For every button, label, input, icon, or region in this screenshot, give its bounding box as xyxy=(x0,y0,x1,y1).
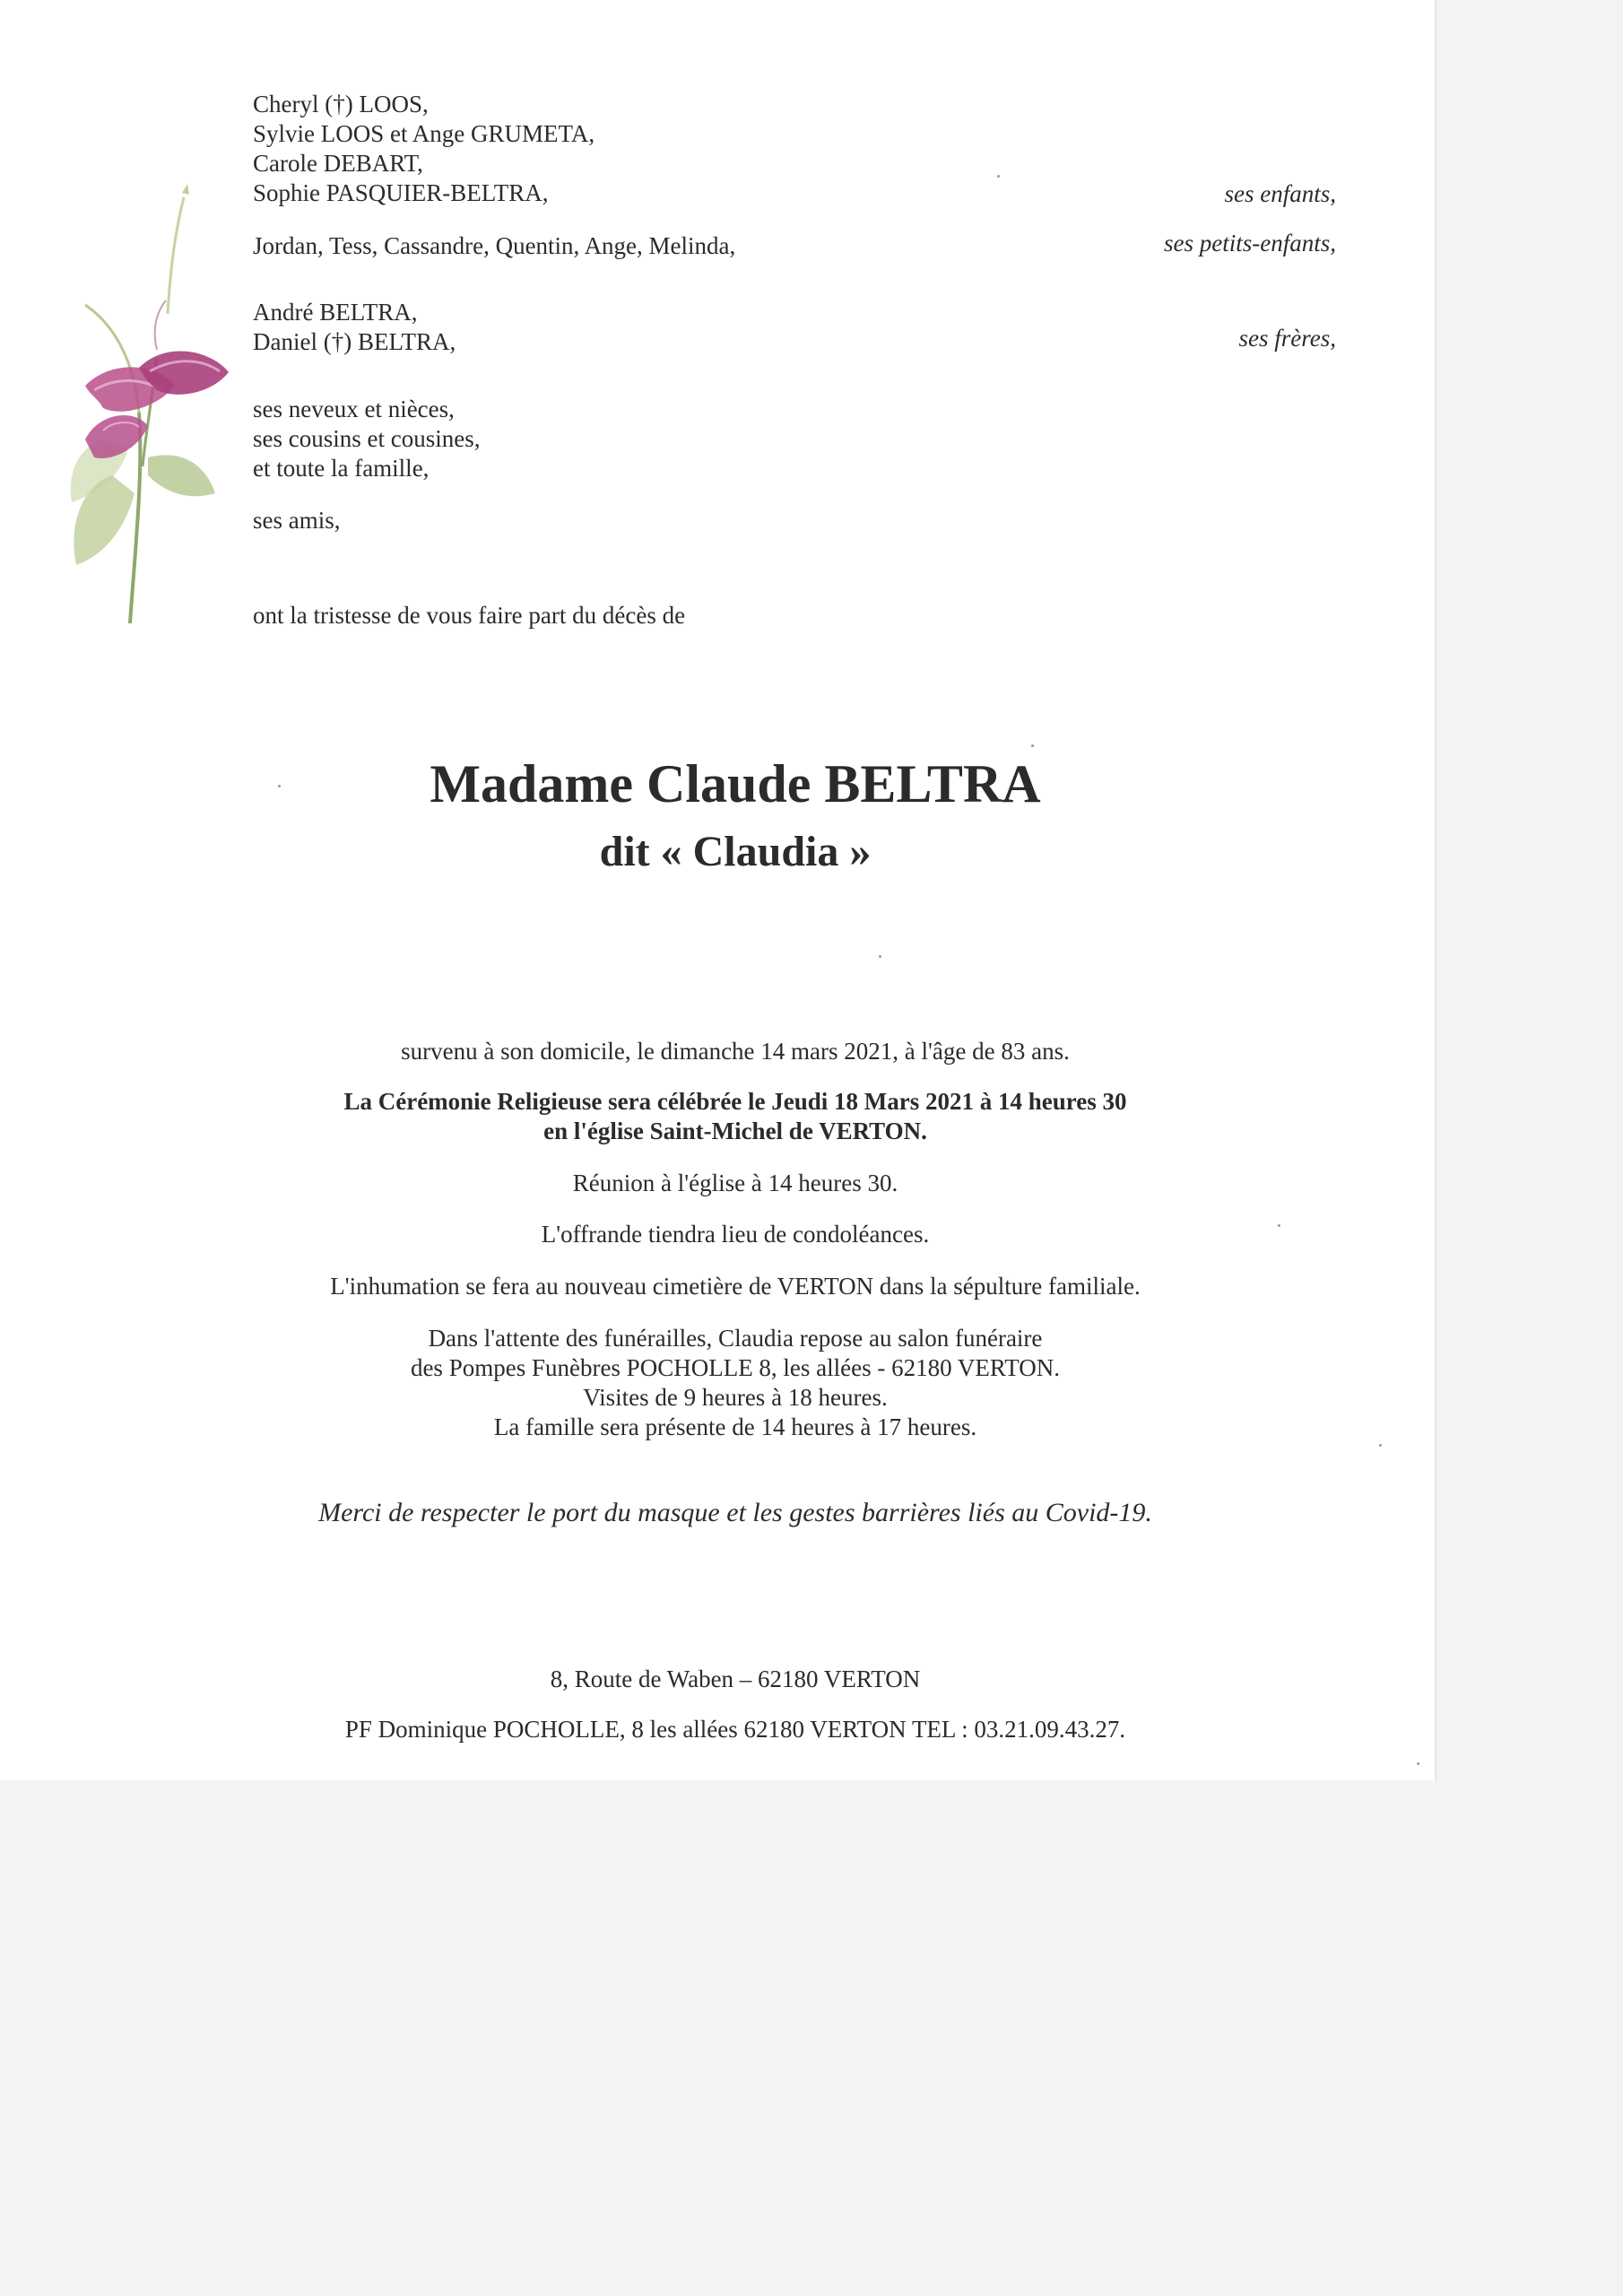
deceased-name: Madame Claude BELTRA xyxy=(430,754,1041,813)
repose-line: des Pompes Funèbres POCHOLLE 8, les allées - 62180 VERTON. xyxy=(410,1354,1061,1381)
scan-speck xyxy=(1278,1224,1280,1227)
child-name: Sylvie LOOS et Ange GRUMETA, xyxy=(253,120,595,147)
scan-speck xyxy=(1031,744,1034,747)
ceremony-location: en l'église Saint-Michel de VERTON. xyxy=(543,1118,927,1144)
offering-line: L'offrande tiendra lieu de condoléances. xyxy=(541,1221,930,1248)
brother-name: Daniel (†) BELTRA, xyxy=(253,328,456,355)
death-details: survenu à son domicile, le dimanche 14 mars 2021, à l'âge de 83 ans. xyxy=(401,1038,1070,1065)
brothers-role: ses frères, xyxy=(1238,325,1336,352)
child-name: Carole DEBART, xyxy=(253,150,423,177)
meeting-line: Réunion à l'église à 14 heures 30. xyxy=(572,1170,898,1196)
relatives-line: ses neveux et nièces, xyxy=(253,396,455,422)
funeral-home-line: PF Dominique POCHOLLE, 8 les allées 62180 VERTON TEL : 03.21.09.43.27. xyxy=(344,1716,1126,1743)
ceremony-line: La Cérémonie Religieuse sera célébrée le Jeudi 18 Mars 2021 à 14 heures 30 xyxy=(343,1088,1127,1115)
family-presence-line: La famille sera présente de 14 heures à 17 heures. xyxy=(493,1413,977,1440)
scan-speck xyxy=(1379,1444,1382,1447)
child-name: Cheryl (†) LOOS, xyxy=(253,91,429,117)
deceased-nickname: dit « Claudia » xyxy=(599,828,872,875)
children-role: ses enfants, xyxy=(1224,180,1336,207)
brother-name: André BELTRA, xyxy=(253,299,418,326)
friends-line: ses amis, xyxy=(253,507,341,534)
grandchildren-names: Jordan, Tess, Cassandre, Quentin, Ange, Melinda, xyxy=(253,232,736,259)
burial-line: L'inhumation se fera au nouveau cimetière de VERTON dans la sépulture familiale. xyxy=(330,1273,1141,1300)
announcement-line: ont la tristesse de vous faire part du décès de xyxy=(253,602,686,629)
relatives-line: et toute la famille, xyxy=(253,455,430,482)
relatives-line: ses cousins et cousines, xyxy=(253,425,481,452)
footer-address: 8, Route de Waben – 62180 VERTON xyxy=(550,1665,921,1692)
repose-line: Dans l'attente des funérailles, Claudia repose au salon funéraire xyxy=(428,1325,1043,1352)
visits-line: Visites de 9 heures à 18 heures. xyxy=(583,1384,888,1411)
scan-speck xyxy=(278,785,281,787)
child-name: Sophie PASQUIER-BELTRA, xyxy=(253,179,549,206)
covid-notice: Merci de respecter le port du masque et les gestes barrières liés au Covid-19. xyxy=(318,1498,1152,1527)
calla-lily-illustration xyxy=(49,179,256,628)
scan-speck xyxy=(997,175,1000,178)
scan-speck xyxy=(879,955,881,958)
scan-speck xyxy=(1417,1762,1419,1765)
grandchildren-role: ses petits-enfants, xyxy=(1164,230,1336,257)
